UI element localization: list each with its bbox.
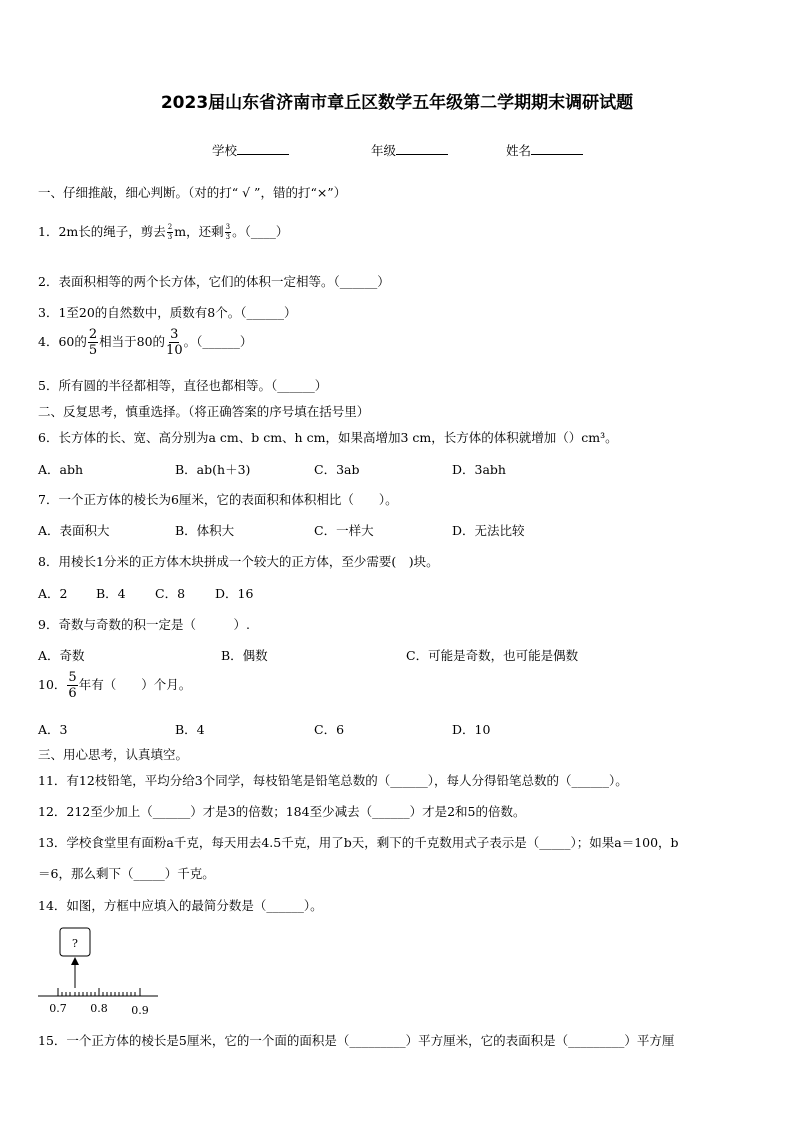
question-10-text-a: 10． <box>38 677 67 692</box>
fraction-denominator: 3 <box>167 233 173 241</box>
question-1-text-c: 。（____） <box>232 224 289 239</box>
fraction <box>67 671 77 700</box>
grade-label: 年级 <box>371 143 397 158</box>
section-1-heading: 一、仔细推敲，细心判断。（对的打“ √ ”，错的打“×”） <box>38 185 347 200</box>
q8-option-b[interactable]: B．4 <box>96 586 126 601</box>
school-field[interactable] <box>212 141 289 159</box>
question-13-line-2: ＝6，那么剩下（_____）千克。 <box>38 866 215 881</box>
question-4-text-b: 相当于80的 <box>99 334 166 349</box>
fraction-numerator: 3 <box>170 327 179 342</box>
section-3-heading: 三、用心思考，认真填空。 <box>38 747 189 762</box>
name-field[interactable] <box>506 141 583 159</box>
school-blank[interactable] <box>237 141 289 155</box>
number-line-ticks <box>58 988 140 996</box>
q9-option-a[interactable]: A．奇数 <box>38 648 85 663</box>
number-line-figure <box>36 926 166 1018</box>
question-14: 14．如图，方框中应填入的最简分数是（______）。 <box>38 898 323 913</box>
q6-option-c[interactable]: C．3ab <box>314 462 360 477</box>
question-5: 5．所有圆的半径都相等，直径也都相等。（______） <box>38 378 328 393</box>
question-4-text-a: 4．60的 <box>38 334 87 349</box>
question-4-text-c: 。（______） <box>183 334 253 349</box>
answer-box-label: ? <box>72 937 78 950</box>
fraction-numerator: 5 <box>68 670 77 685</box>
question-12: 12．212至少加上（______）才是3的倍数；184至少减去（______）才是2和5的倍数。 <box>38 804 526 819</box>
question-4 <box>38 328 252 357</box>
grade-blank[interactable] <box>396 141 448 155</box>
section-2-heading: 二、反复思考，慎重选择。（将正确答案的序号填在括号里） <box>38 404 370 419</box>
question-6: 6．长方体的长、宽、高分别为a cm、b cm、h cm，如果高增加3 cm，长方体的体积就增加（）cm³。 <box>38 430 618 445</box>
q8-option-d[interactable]: D．16 <box>215 586 254 601</box>
tick-label: 0.7 <box>49 1002 67 1015</box>
fraction <box>88 328 98 357</box>
question-2: 2．表面积相等的两个长方体，它们的体积一定相等。（______） <box>38 274 390 289</box>
q8-option-a[interactable]: A．2 <box>38 586 68 601</box>
fraction <box>167 224 173 241</box>
question-7: 7．一个正方体的棱长为6厘米，它的表面积和体积相比（ ）。 <box>38 492 398 507</box>
question-3: 3．1至20的自然数中，质数有8个。（______） <box>38 305 297 320</box>
q10-option-c[interactable]: C．6 <box>314 722 345 737</box>
q10-option-a[interactable]: A．3 <box>38 722 68 737</box>
q6-option-d[interactable]: D．3abh <box>452 462 506 477</box>
q8-option-c[interactable]: C．8 <box>155 586 186 601</box>
question-10 <box>38 671 191 700</box>
q7-option-a[interactable]: A．表面积大 <box>38 523 110 538</box>
arrow-head-icon <box>71 957 79 965</box>
school-label: 学校 <box>212 143 238 158</box>
name-blank[interactable] <box>531 141 583 155</box>
q10-option-b[interactable]: B．4 <box>175 722 205 737</box>
question-1-text-a: 1．2m长的绳子，剪去 <box>38 224 166 239</box>
grade-field[interactable] <box>371 141 448 159</box>
fraction-numerator: 2 <box>88 327 98 342</box>
q6-option-b[interactable]: B．ab(h＋3) <box>175 462 251 477</box>
fraction-denominator: 3 <box>225 233 231 241</box>
fraction-numerator: 3 <box>225 223 231 231</box>
tick-label: 0.8 <box>90 1002 108 1015</box>
question-10-text-b: 年有（ ）个月。 <box>78 677 192 692</box>
question-8: 8．用棱长1分米的正方体木块拼成一个较大的正方体，至少需要( )块。 <box>38 554 439 569</box>
question-1-text-b: m，还剩 <box>174 224 224 239</box>
q6-option-a[interactable]: A．abh <box>38 462 84 477</box>
question-15: 15．一个正方体的棱长是5厘米，它的一个面的面积是（_________）平方厘米，它的表面积是（_________）平方厘 <box>38 1033 675 1048</box>
tick-label: 0.9 <box>131 1004 149 1017</box>
q9-option-c[interactable]: C．可能是奇数，也可能是偶数 <box>406 648 579 663</box>
q9-option-b[interactable]: B．偶数 <box>221 648 268 663</box>
question-11: 11．有12枝铅笔，平均分给3个同学，每枝铅笔是铅笔总数的（______），每人分得铅笔总数的（______）。 <box>38 773 628 788</box>
question-1 <box>38 222 288 241</box>
q7-option-d[interactable]: D．无法比较 <box>452 523 525 538</box>
fraction-numerator: 2 <box>167 223 173 231</box>
q7-option-b[interactable]: B．体积大 <box>175 523 235 538</box>
q7-option-c[interactable]: C．一样大 <box>314 523 374 538</box>
fraction-denominator: 6 <box>68 686 77 701</box>
question-13-line-1: 13．学校食堂里有面粉a千克，每天用去4.5千克，用了b天，剩下的千克数用式子表示是（_____）；如果a＝100，b <box>38 835 679 850</box>
fraction <box>225 224 231 241</box>
page-title: 2023届山东省济南市章丘区数学五年级第二学期期末调研试题 <box>160 93 634 113</box>
fraction <box>166 328 183 357</box>
q10-option-d[interactable]: D．10 <box>452 722 491 737</box>
question-9: 9．奇数与奇数的积一定是（ ）. <box>38 617 250 632</box>
fraction-denominator: 10 <box>166 343 183 358</box>
fraction-denominator: 5 <box>88 343 98 358</box>
name-label: 姓名 <box>506 143 532 158</box>
